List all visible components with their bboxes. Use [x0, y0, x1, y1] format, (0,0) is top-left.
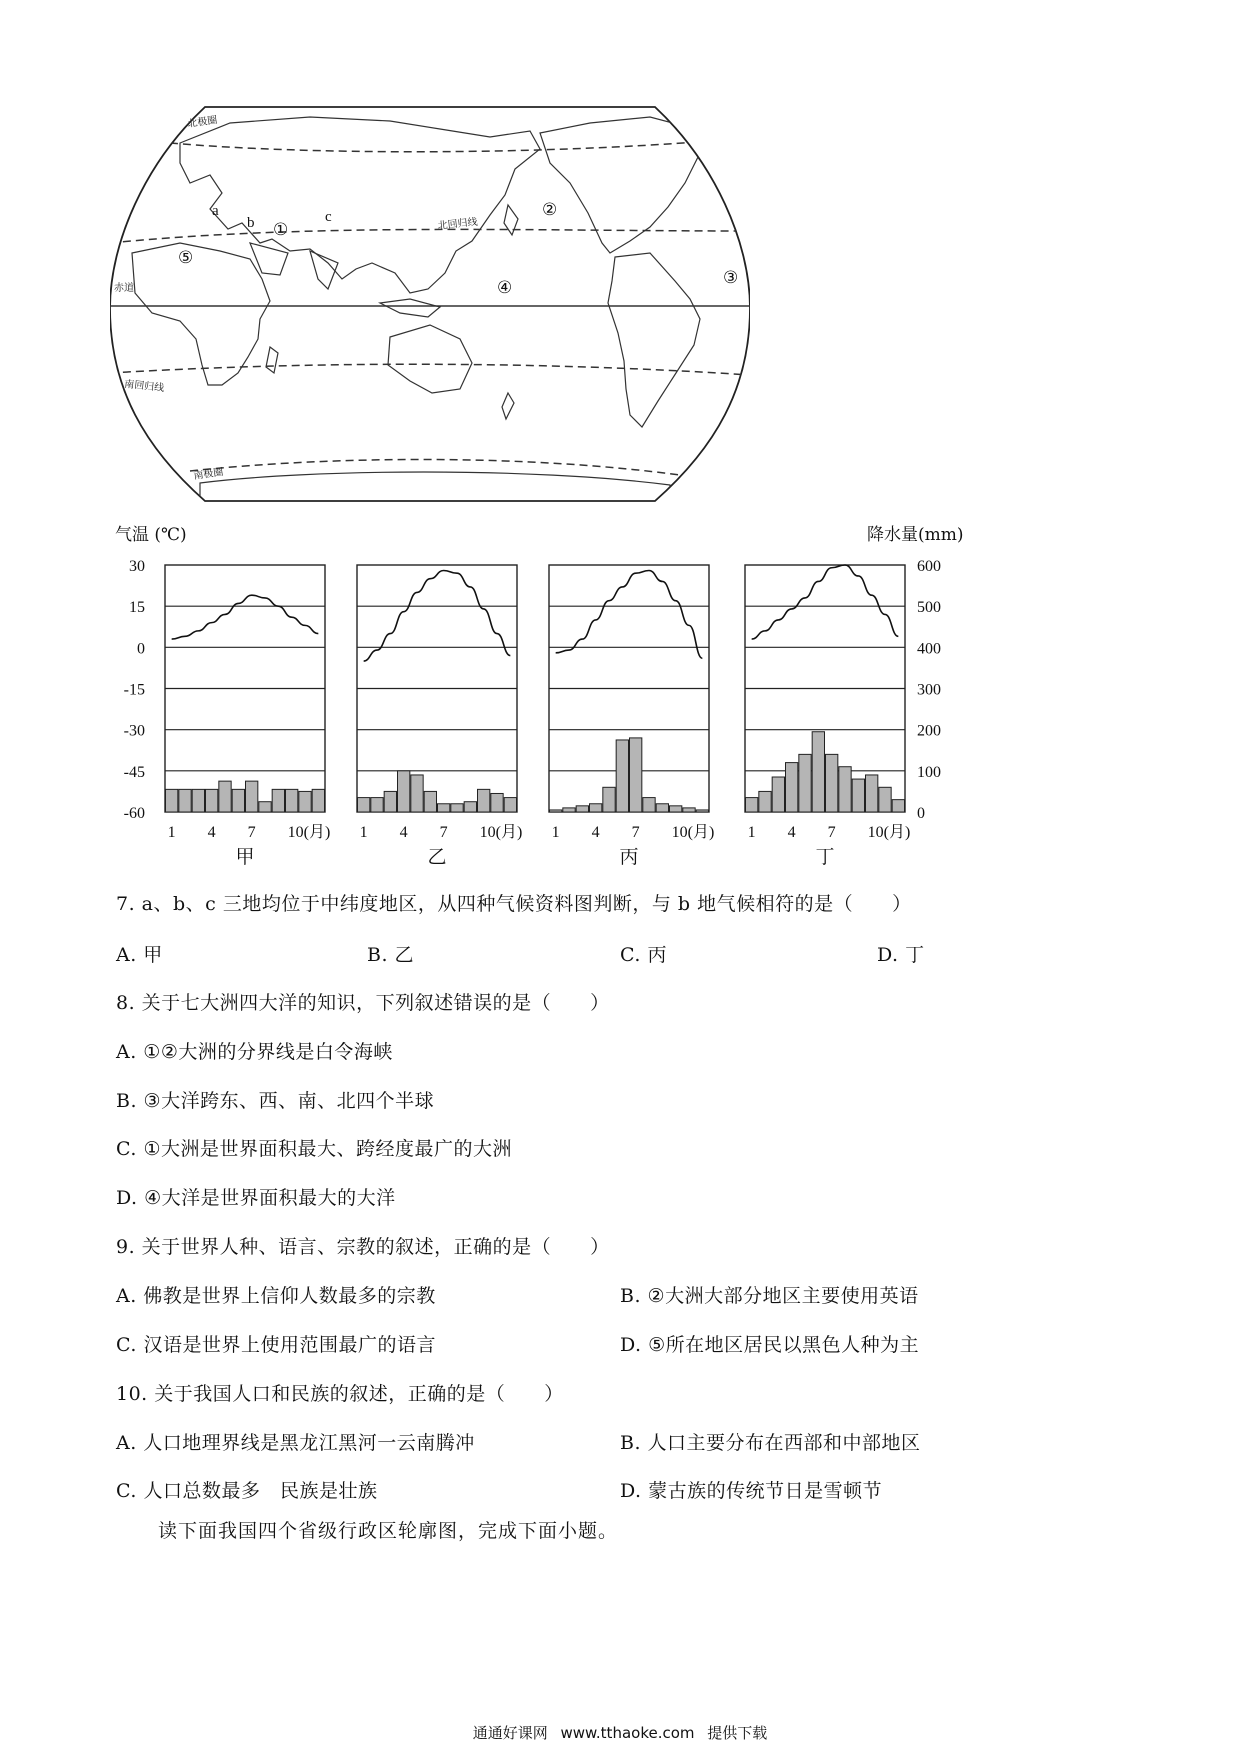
question-7-option-a[interactable]: A. 甲	[116, 944, 163, 966]
question-10-stem: 10. 关于我国人口和民族的叙述，正确的是（ ）	[116, 1383, 564, 1405]
precipitation-bar	[464, 802, 476, 812]
precipitation-bar	[179, 789, 191, 812]
month-tick-label: 10(月)	[867, 824, 911, 841]
precipitation-bar	[746, 798, 758, 812]
question-10-option-b[interactable]: B. 人口主要分布在西部和中部地区	[620, 1432, 921, 1454]
precipitation-tick-label: 0	[917, 805, 925, 822]
precipitation-bar	[398, 771, 410, 812]
precipitation-bar	[892, 800, 904, 812]
precipitation-tick-label: 200	[917, 722, 941, 740]
precipitation-bar	[603, 787, 615, 812]
month-tick-label: 7	[631, 824, 640, 841]
precipitation-bar	[550, 810, 562, 812]
precipitation-bar	[670, 806, 682, 812]
label-tropic-of-cancer: 北回归线	[437, 216, 479, 232]
precipitation-bar	[576, 806, 588, 812]
precipitation-bar	[192, 789, 204, 812]
label-circle-5: ⑤	[178, 248, 194, 268]
precipitation-bar	[206, 789, 218, 812]
question-7-option-c[interactable]: C. 丙	[620, 944, 667, 966]
month-tick-label: 10(月)	[287, 824, 331, 841]
question-10-option-a[interactable]: A. 人口地理界线是黑龙江黑河一云南腾冲	[116, 1432, 475, 1454]
temperature-tick-label: -30	[123, 722, 145, 740]
month-tick-label: 4	[787, 824, 796, 841]
precipitation-bar	[299, 791, 311, 812]
precipitation-bar	[656, 804, 668, 812]
precipitation-bar	[879, 787, 891, 812]
month-tick-label: 4	[399, 824, 408, 841]
precipitation-bar	[272, 789, 284, 812]
precipitation-bar	[590, 804, 602, 812]
precipitation-bar	[438, 804, 450, 812]
page-footer	[0, 1722, 1240, 1743]
temperature-tick-label: 30	[129, 558, 145, 575]
precipitation-bar	[759, 791, 771, 812]
greenland-outline	[700, 111, 730, 145]
label-point-c: c	[325, 209, 332, 225]
world-map	[110, 103, 750, 505]
month-tick-label: 1	[359, 824, 368, 841]
temperature-tick-label: 0	[137, 640, 145, 658]
precipitation-tick-label: 600	[917, 558, 941, 575]
precipitation-bar	[696, 810, 708, 812]
question-9-option-b[interactable]: B. ②大洲大部分地区主要使用英语	[620, 1285, 919, 1307]
precipitation-bar	[358, 798, 370, 812]
label-circle-1: ①	[273, 220, 289, 240]
precipitation-bar	[812, 732, 824, 812]
month-tick-label: 1	[551, 824, 560, 841]
temperature-tick-label: 15	[129, 599, 145, 617]
precipitation-bar	[799, 754, 811, 812]
precipitation-bar	[683, 808, 695, 812]
precipitation-bar	[866, 775, 878, 812]
question-7-option-b[interactable]: B. 乙	[367, 944, 415, 966]
precipitation-bar	[786, 763, 798, 812]
precipitation-bar	[563, 808, 575, 812]
question-8-stem: 8. 关于七大洲四大洋的知识，下列叙述错误的是（ ）	[116, 992, 610, 1014]
footer-suffix: 提供下载	[707, 1724, 768, 1742]
precipitation-tick-label: 100	[917, 763, 941, 781]
question-9-option-d[interactable]: D. ⑤所在地区居民以黑色人种为主	[620, 1334, 920, 1356]
precipitation-bar	[219, 781, 231, 812]
precipitation-tick-label: 500	[917, 599, 941, 617]
reading-instruction: 读下面我国四个省级行政区轮廓图，完成下面小题。	[158, 1520, 619, 1542]
label-circle-2: ②	[542, 200, 558, 220]
month-tick-label: 1	[747, 824, 756, 841]
label-circle-4: ④	[497, 278, 513, 298]
precipitation-bar	[643, 798, 655, 812]
month-tick-label: 7	[827, 824, 836, 841]
precipitation-bar	[852, 779, 864, 812]
precipitation-bar	[772, 777, 784, 812]
precipitation-bar	[232, 789, 244, 812]
label-tropic-of-capricorn: 南回归线	[123, 379, 165, 395]
precipitation-bar	[451, 804, 463, 812]
precipitation-axis-title: 降水量(mm)	[867, 525, 964, 545]
precipitation-bar	[491, 793, 503, 812]
precipitation-bar	[371, 798, 383, 812]
question-9-option-c[interactable]: C. 汉语是世界上使用范围最广的语言	[116, 1334, 436, 1356]
chart-panel-name: 甲	[235, 846, 255, 868]
footer-site-name: 通通好课网	[472, 1724, 548, 1742]
question-10-option-c[interactable]: C. 人口总数最多 民族是壮族	[116, 1480, 378, 1502]
question-8-option-b[interactable]: B. ③大洋跨东、西、南、北四个半球	[116, 1090, 435, 1112]
precipitation-bar	[384, 791, 396, 812]
question-7-option-d[interactable]: D. 丁	[877, 944, 925, 966]
precipitation-bar	[504, 798, 516, 812]
question-9-stem: 9. 关于世界人种、语言、宗教的叙述，正确的是（ ）	[116, 1236, 610, 1258]
month-tick-label: 1	[167, 824, 176, 841]
label-circle-3: ③	[723, 268, 739, 288]
question-10-option-d[interactable]: D. 蒙古族的传统节日是雪顿节	[620, 1480, 883, 1502]
precipitation-bar	[826, 754, 838, 812]
question-8-option-c[interactable]: C. ①大洲是世界面积最大、跨经度最广的大洲	[116, 1138, 512, 1160]
precipitation-tick-label: 300	[917, 681, 941, 699]
month-tick-label: 4	[591, 824, 600, 841]
precipitation-bar	[312, 789, 324, 812]
precipitation-bar	[259, 802, 271, 812]
label-equator: 赤道	[114, 283, 134, 294]
precipitation-bar	[616, 740, 628, 812]
chart-panel-name: 丙	[619, 846, 639, 868]
label-arctic-circle: 北极圈	[186, 114, 219, 130]
precipitation-bar	[478, 789, 490, 812]
footer-url[interactable]: www.tthaoke.com	[560, 1724, 695, 1742]
precipitation-bar	[411, 775, 423, 812]
month-tick-label: 4	[207, 824, 216, 841]
question-8-option-a[interactable]: A. ①②大洲的分界线是白令海峡	[116, 1041, 393, 1063]
precipitation-bar	[630, 738, 642, 812]
month-tick-label: 7	[247, 824, 256, 841]
label-point-b: b	[247, 215, 255, 231]
temperature-tick-label: -15	[123, 681, 145, 699]
precipitation-bar	[166, 789, 178, 812]
question-7-stem: 7. a、b、c 三地均位于中纬度地区，从四种气候资料图判断，与 b 地气候相符的是（ ）	[116, 893, 912, 915]
label-antarctic-circle: 南极圈	[192, 466, 225, 482]
label-point-a: a	[212, 203, 219, 219]
temperature-tick-label: -45	[123, 763, 145, 781]
chart-panel-name: 丁	[815, 846, 835, 868]
precipitation-bar	[286, 789, 298, 812]
chart-panel-name: 乙	[427, 846, 447, 868]
question-8-option-d[interactable]: D. ④大洋是世界面积最大的大洋	[116, 1187, 396, 1209]
month-tick-label: 10(月)	[671, 824, 715, 841]
precipitation-bar	[424, 791, 436, 812]
climate-charts	[105, 520, 1005, 870]
question-9-option-a[interactable]: A. 佛教是世界上信仰人数最多的宗教	[116, 1285, 436, 1307]
temperature-tick-label: -60	[123, 805, 145, 822]
precipitation-tick-label: 400	[917, 640, 941, 658]
precipitation-bar	[246, 781, 258, 812]
precipitation-bar	[839, 767, 851, 812]
month-tick-label: 7	[439, 824, 448, 841]
temperature-axis-title: 气温 (℃)	[115, 525, 187, 545]
month-tick-label: 10(月)	[479, 824, 523, 841]
